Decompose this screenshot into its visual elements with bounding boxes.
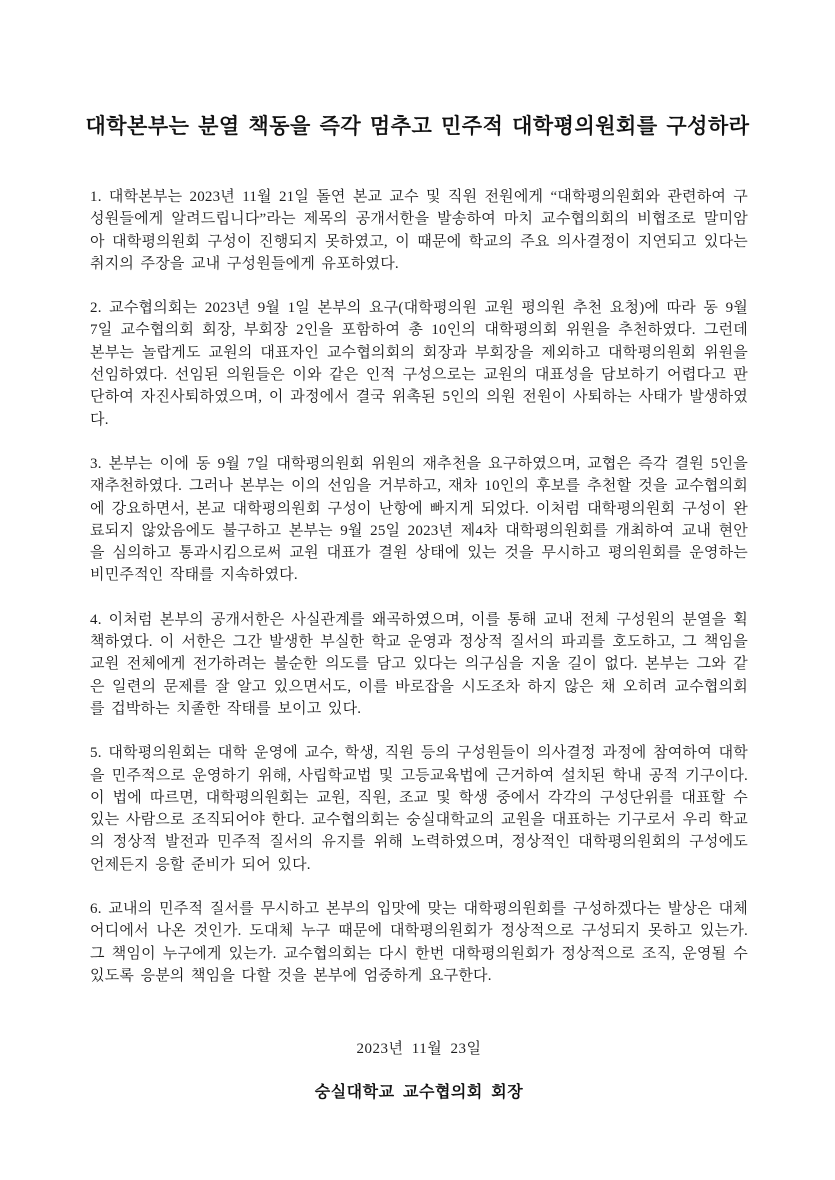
paragraph-4: 4. 이처럼 본부의 공개서한은 사실관계를 왜곡하였으며, 이를 통해 교내 전체 구성원의 분열을 획책하였다. 이 서한은 그간 발생한 부실한 학교 운영과 정상적 질서의 파괴를 호도하고, 그 책임을 교원 전체에게 전가하려는 불순한 의도를 담고 있다는 의구심을 지울 길이 없다. 본부는 그와 같은 일련의 문제를 잘 알고 있으면서도, 이를 바로잡을 시도조차 하지 않은 채 오히려 교수협의회를 겁박하는 치졸한 작태를 보이고 있다.	[90, 611, 748, 717]
document-body	[0, 186, 835, 1102]
paragraph-6: 6. 교내의 민주적 질서를 무시하고 본부의 입맛에 맞는 대학평의원회를 구성하겠다는 발상은 대체 어디에서 나온 것인가. 도대체 누구 때문에 대학평의원회가 정상적으로 구성되지 못하고 있는가. 그 책임이 누구에게 있는가. 교수협의회는 다시 한번 대학평의원회가 정상적으로 조직, 운영될 수 있도록 응분의 책임을 다할 것을 본부에 엄중하게 요구한다.	[90, 901, 748, 984]
paragraph-1: 1. 대학본부는 2023년 11월 21일 돌연 본교 교수 및 직원 전원에게 “대학평의원회와 관련하여 구성원들에게 알려드립니다”라는 제목의 공개서한을 발송하여 마치 교수협의회의 비협조로 말미암아 대학평의원회 구성이 진행되지 못하였고, 이 때문에 학교의 주요 의사결정이 지연되고 있다는 취지의 주장을 교내 구성원들에게 유포하였다.	[90, 189, 748, 272]
document-title: 대학본부는 분열 책동을 즉각 멈추고 민주적 대학평의원회를 구성하라	[85, 114, 750, 138]
document-signature: 숭실대학교 교수협의회 회장	[314, 1084, 524, 1102]
paragraph-2: 2. 교수협의회는 2023년 9월 1일 본부의 요구(대학평의원 교원 평의원 추천 요청)에 따라 동 9월 7일 교수협의회 회장, 부회장 2인을 포함하여 총 10인의 대학평의회 위원을 추천하였다. 그런데 본부는 놀랍게도 교원의 대표자인 교수협의회의 회장과 부회장을 제외하고 대학평의원회 위원을 선임하였다. 선임된 의원들은 이와 같은 인적 구성으로는 교원의 대표성을 담보하기 어렵다고 판단하여 자진사퇴하였으며, 이 과정에서 결국 위촉된 5인의 의원 전원이 사퇴하는 사태가 발생하였다.	[90, 300, 748, 428]
paragraph-3: 3. 본부는 이에 동 9월 7일 대학평의원회 위원의 재추천을 요구하였으며, 교협은 즉각 결원 5인을 재추천하였다. 그러나 본부는 이의 선임을 거부하고, 재차 10인의 후보를 추천할 것을 교수협의회에 강요하면서, 본교 대학평의원회 구성이 난항에 빠지게 되었다. 이처럼 대학평의원회 구성이 완료되지 않았음에도 불구하고 본부는 9월 25일 2023년 제4차 대학평의원회를 개최하여 교내 현안을 심의하고 통과시킴으로써 교원 대표가 결원 상태에 있는 것을 무시하고 평의원회를 운영하는 비민주적인 작태를 지속하였다.	[90, 455, 748, 584]
document-date: 2023년 11월 23일	[356, 1041, 482, 1058]
paragraph-5: 5. 대학평의원회는 대학 운영에 교수, 학생, 직원 등의 구성원들이 의사결정 과정에 참여하여 대학을 민주적으로 운영하기 위해, 사립학교법 및 고등교육법에 근거하여 설치된 학내 공적 기구이다. 이 법에 따르면, 대학평의원회는 교원, 직원, 조교 및 학생 중에서 각각의 구성단위를 대표할 수 있는 사람으로 조직되어야 한다. 교수협의회는 숭실대학교의 교원을 대표하는 기구로서 우리 학교의 정상적 발전과 민주적 질서의 유지를 위해 노력하였으며, 정상적인 대학평의원회의 구성에도 언제든지 응할 준비가 되어 있다.	[90, 745, 748, 873]
